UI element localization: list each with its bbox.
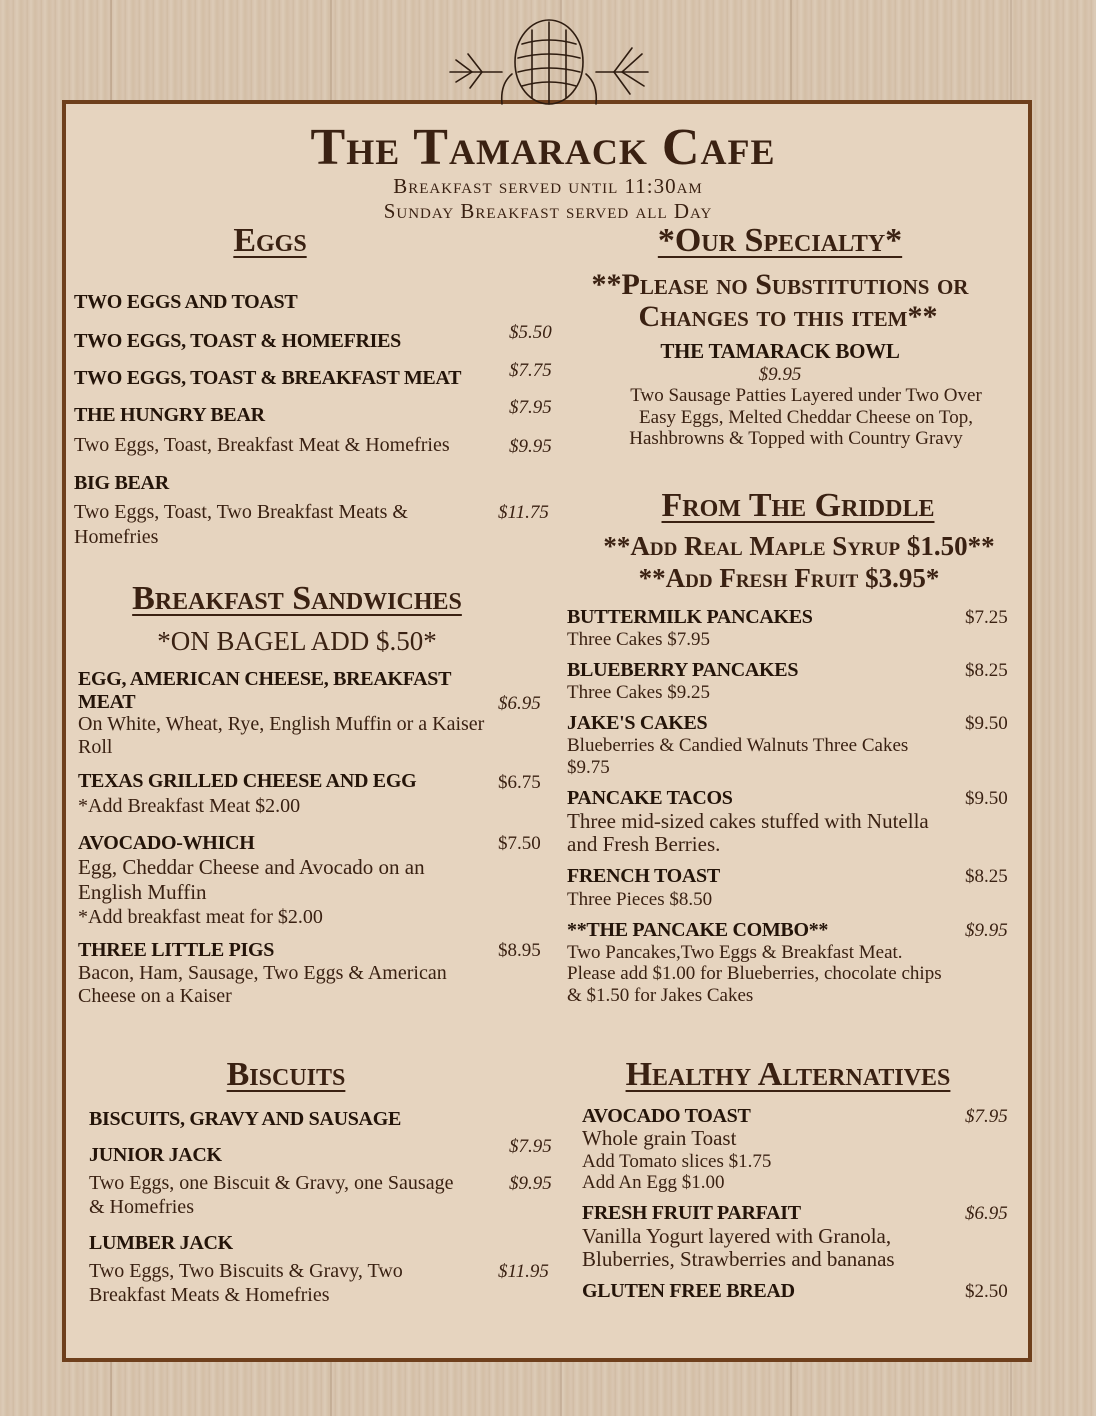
eggs-heading: Eggs <box>233 222 307 259</box>
sandwich-item-price: $6.75 <box>498 772 541 793</box>
eggs-item-name: TWO EGGS, TOAST & BREAKFAST MEAT <box>74 367 462 389</box>
sandwich-item-name: TEXAS GRILLED CHEESE AND EGG <box>78 770 417 792</box>
biscuit-item-desc: & Homefries <box>89 1196 194 1218</box>
biscuit-item-desc: Two Eggs, Two Biscuits & Gravy, Two <box>89 1260 403 1282</box>
healthy-item-desc: Add Tomato slices $1.75 <box>582 1151 772 1172</box>
sandwiches-heading: Breakfast Sandwiches <box>132 580 462 617</box>
griddle-item-price: $9.95 <box>965 920 1008 941</box>
healthy-item-desc: Add An Egg $1.00 <box>582 1172 725 1193</box>
sandwich-item-name: THREE LITTLE PIGS <box>78 939 275 961</box>
healthy-item-desc: Bluberries, Strawberries and bananas <box>582 1247 895 1271</box>
sandwich-item-price: $8.95 <box>498 940 541 961</box>
griddle-item-name: FRENCH TOAST <box>567 865 720 887</box>
healthy-item-name: GLUTEN FREE BREAD <box>582 1280 795 1302</box>
sandwich-item-desc: Bacon, Ham, Sausage, Two Eggs & American <box>78 962 447 984</box>
sandwich-item-name: EGG, AMERICAN CHEESE, BREAKFAST <box>78 668 452 690</box>
eggs-item-price: $9.95 <box>509 436 552 457</box>
eggs-item-price: $5.50 <box>509 322 552 343</box>
pinecone-logo-icon <box>442 14 656 112</box>
eggs-item-name: BIG BEAR <box>74 472 169 494</box>
healthy-heading: Healthy Alternatives <box>625 1056 951 1093</box>
cafe-title: The Tamarack Cafe <box>310 119 776 176</box>
eggs-item-desc: Two Eggs, Toast, Breakfast Meat & Homefries <box>74 434 450 456</box>
griddle-item-desc: $9.75 <box>567 757 610 778</box>
sandwich-item-name: AVOCADO-WHICH <box>78 832 255 854</box>
griddle-item-name: BLUEBERRY PANCAKES <box>567 659 799 681</box>
griddle-item-price: $8.25 <box>965 660 1008 681</box>
biscuit-item-price: $9.95 <box>509 1173 552 1194</box>
sandwich-item-desc: Egg, Cheddar Cheese and Avocado on an <box>78 855 425 879</box>
griddle-item-desc: & $1.50 for Jakes Cakes <box>567 985 754 1006</box>
griddle-item-desc: Three Cakes $7.95 <box>567 629 710 650</box>
tamarack-bowl-desc: Hashbrowns & Topped with Country Gravy <box>629 428 963 449</box>
griddle-item-name: PANCAKE TACOS <box>567 787 733 809</box>
biscuit-item-desc: Breakfast Meats & Homefries <box>89 1284 330 1306</box>
eggs-item-price: $7.75 <box>509 360 552 381</box>
eggs-item-name: TWO EGGS, TOAST & HOMEFRIES <box>74 330 401 352</box>
tamarack-bowl-desc: Easy Eggs, Melted Cheddar Cheese on Top, <box>639 407 973 428</box>
healthy-item-price: $7.95 <box>965 1106 1008 1127</box>
griddle-item-price: $7.25 <box>965 607 1008 628</box>
griddle-item-desc: and Fresh Berries. <box>567 832 721 856</box>
griddle-item-price: $8.25 <box>965 866 1008 887</box>
griddle-item-desc: Three mid-sized cakes stuffed with Nutella <box>567 809 929 833</box>
griddle-item-desc: Please add $1.00 for Blueberries, chocolate chips <box>567 963 942 984</box>
eggs-item-desc: Two Eggs, Toast, Two Breakfast Meats & Homefries <box>74 501 408 548</box>
sandwich-item-desc: On White, Wheat, Rye, English Muffin or a Kaiser <box>78 713 485 735</box>
tamarack-bowl-name: THE TAMARACK BOWL <box>660 339 900 363</box>
biscuits-heading: Biscuits <box>226 1056 346 1093</box>
specialty-heading: *Our Specialty* <box>657 222 903 259</box>
sandwiches-note: *ON BAGEL ADD $.50* <box>157 626 437 656</box>
healthy-item-desc: Whole grain Toast <box>582 1126 737 1150</box>
eggs-item-name: THE HUNGRY BEAR <box>74 404 265 426</box>
eggs-item-name: TWO EGGS AND TOAST <box>74 291 298 313</box>
griddle-item-desc: Blueberries & Candied Walnuts Three Cakes <box>567 735 909 756</box>
biscuit-item-price: $7.95 <box>509 1136 552 1157</box>
sandwich-item-price: $6.95 <box>498 693 541 714</box>
healthy-item-name: AVOCADO TOAST <box>582 1105 751 1127</box>
griddle-item-desc: Three Pieces $8.50 <box>567 889 713 910</box>
healthy-item-name: FRESH FRUIT PARFAIT <box>582 1202 801 1224</box>
griddle-item-desc: Two Pancakes,Two Eggs & Breakfast Meat. <box>567 942 903 963</box>
healthy-item-price: $6.95 <box>965 1203 1008 1224</box>
griddle-item-name: JAKE'S CAKES <box>567 712 708 734</box>
biscuit-item-name: LUMBER JACK <box>89 1232 233 1254</box>
biscuit-item-price: $11.95 <box>498 1261 549 1282</box>
biscuit-item-name: BISCUITS, GRAVY AND SAUSAGE <box>89 1108 401 1130</box>
sandwich-item-name: MEAT <box>78 691 136 713</box>
tamarack-bowl-desc: Two Sausage Patties Layered under Two Over <box>630 385 982 406</box>
eggs-item-price: $7.95 <box>509 397 552 418</box>
tamarack-bowl-price: $9.95 <box>758 364 802 385</box>
sandwich-item-desc: Roll <box>78 736 113 758</box>
griddle-item-price: $9.50 <box>965 713 1008 734</box>
specialty-note: Changes to this item** <box>638 300 938 333</box>
subtitle-sunday: Sunday Breakfast served all Day <box>383 199 713 223</box>
biscuit-item-name: JUNIOR JACK <box>89 1144 222 1166</box>
sandwich-item-desc: *Add breakfast meat for $2.00 <box>78 906 323 928</box>
griddle-note: **Add Real Maple Syrup $1.50** <box>603 531 995 561</box>
griddle-item-name: **THE PANCAKE COMBO** <box>567 919 829 941</box>
griddle-item-price: $9.50 <box>965 788 1008 809</box>
sandwich-item-desc: Cheese on a Kaiser <box>78 985 232 1007</box>
griddle-heading: From The Griddle <box>661 487 935 524</box>
sandwich-item-price: $7.50 <box>498 833 541 854</box>
griddle-item-name: BUTTERMILK PANCAKES <box>567 606 813 628</box>
sandwich-item-desc: English Muffin <box>78 880 207 904</box>
griddle-note: **Add Fresh Fruit $3.95* <box>638 563 940 593</box>
eggs-item-price: $11.75 <box>498 502 549 523</box>
specialty-note: **Please no Substitutions or <box>591 268 969 301</box>
sandwich-item-desc: *Add Breakfast Meat $2.00 <box>78 795 301 817</box>
healthy-item-desc: Vanilla Yogurt layered with Granola, <box>582 1224 892 1248</box>
griddle-item-desc: Three Cakes $9.25 <box>567 682 710 703</box>
healthy-item-price: $2.50 <box>965 1281 1008 1302</box>
subtitle-breakfast-hours: Breakfast served until 11:30am <box>393 174 703 198</box>
biscuit-item-desc: Two Eggs, one Biscuit & Gravy, one Sausage <box>89 1172 454 1194</box>
